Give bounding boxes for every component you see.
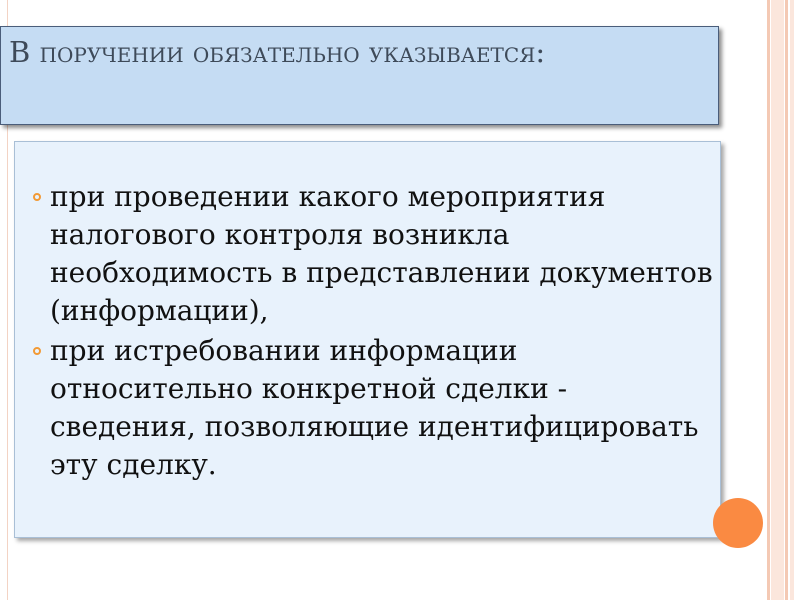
bullet-ring-icon — [33, 193, 41, 201]
decorative-stripe — [771, 0, 784, 600]
decorative-circle — [713, 498, 763, 548]
slide-content-box — [14, 141, 721, 538]
bullet-item — [33, 178, 713, 330]
decorative-stripe — [785, 0, 788, 600]
bullet-text: при проведении какого мероприятия налогового контроля возникла необходимость в представлении документов (информации), — [50, 180, 713, 327]
slide-title: В поручении обязательно указывается: — [9, 35, 546, 69]
bullet-ring-icon — [33, 347, 41, 355]
decorative-stripe — [767, 0, 770, 600]
decorative-stripe — [790, 0, 794, 600]
bullet-item — [33, 332, 713, 484]
bullet-list — [33, 178, 713, 486]
slide-title-box — [0, 26, 719, 125]
bullet-text: при истребовании информации относительно конкретной сделки - сведения, позволяющие идентифицировать эту сделку. — [50, 334, 699, 481]
